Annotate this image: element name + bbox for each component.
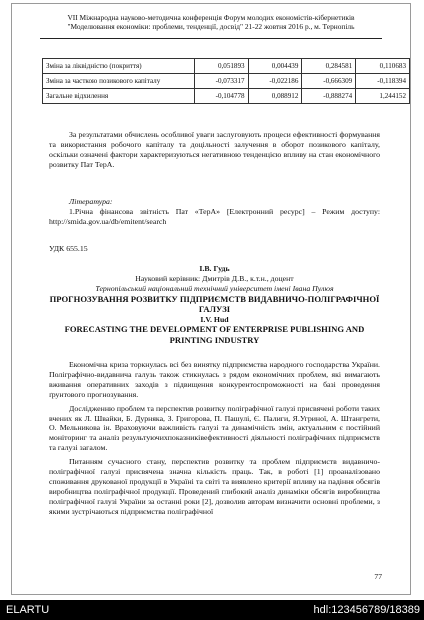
table-row (43, 74, 410, 89)
conference-header (12, 4, 410, 31)
repository-name: ELARTU (6, 604, 50, 616)
table-cell: 0,088912 (248, 89, 302, 104)
table-cell: Зміна за ліквідністю (покриття) (43, 59, 195, 74)
table-cell: -0,073317 (194, 74, 248, 89)
author-name-en: I.V. Hud (200, 314, 229, 324)
table-cell: 0,284581 (302, 59, 356, 74)
supervisor: Науковий керівник: Дмитрів Д.В., к.т.н., доцент (135, 273, 294, 283)
header-line-2: "Моделювання економіки: проблеми, тенденції, досвід" 21-22 жовтня 2016 р., м. Тернопіль (67, 22, 355, 31)
university: Тернопільський національний технічний університет імені Івана Пулюя (95, 283, 334, 293)
article-title-en: FORECASTING THE DEVELOPMENT OF ENTERPRISE PUBLISHING AND PRINTING INDUSTRY (64, 324, 365, 345)
table-cell: Зміна за часткою позикового капіталу (43, 74, 195, 89)
table-cell: -0,888274 (302, 89, 356, 104)
udk-code: УДК 655.15 (49, 244, 88, 253)
header-divider (40, 38, 382, 39)
article-body (49, 360, 380, 517)
article-udk (49, 244, 380, 254)
table-cell: -0,022186 (248, 74, 302, 89)
references-title: Література: (69, 197, 113, 206)
author-name: І.В. Гудь (199, 264, 230, 273)
handle-id: hdl:123456789/18389 (313, 604, 420, 616)
table-cell: 0,051893 (194, 59, 248, 74)
references-section (49, 197, 380, 227)
article-title-ua: ПРОГНОЗУВАННЯ РОЗВИТКУ ПІДПРИЄМСТВ ВИДАВНИЧО-ПОЛІГРАФІЧНОЇ ГАЛУЗІ (49, 293, 380, 315)
body-paragraph: Економічна криза торкнулась всі без винятку підприємства народного господарства України. Поліграфічно-видавнича галузь також стикнулась з рядом економічних проблем, які вимагають вживання оперативних заходів з підвищення конкурентоспроможності на базі проведення ґрунтового прогнозування. (49, 360, 380, 399)
body-paragraph: Питанням сучасного стану, перспектив розвитку та проблем підприємств видавничо-поліграфічної галузі присвячена значна кількість праць. Так, в роботі [1] проаналізовано споживання друкованої продукції в Україні та світі та виявлено критерії впливу на падіння обсягів виробництва поліграфічної продукції. Проведений глибокий аналіз динаміки обсягів виробництва поліграфічної галузі України за останні роки [2], дозволив авторам визначити основні проблеми, з якими зустрічаються підприємства поліграфічної (49, 457, 380, 516)
page-number: 77 (374, 572, 382, 581)
document-page (11, 3, 411, 595)
table-cell: 0,110683 (356, 59, 410, 74)
repository-footer (0, 600, 424, 620)
reference-item: 1.Річна фінансова звітність Пат «ТерА» [Електронний ресурс] – Режим доступу: http://smida.gov.ua/db/emitent/search (49, 206, 380, 226)
table-row (43, 89, 410, 104)
article-header (49, 264, 380, 345)
results-table (42, 58, 410, 104)
table-row (43, 59, 410, 74)
header-line-1: VII Міжнародна науково-методична конференція Форум молодих економістів-кібернетиків (67, 13, 355, 22)
conclusion-paragraph: За результатами обчислень особливої уваги заслуговують процеси ефективності формування та використання робочого капіталу та доцільності залучення в оборот позикового капіталу, оскільки означені фактори характеризуються негативною тенденцією впливу на стан економічного розвитку Пат ТерА. (49, 130, 380, 169)
body-paragraph: Дослідженню проблем та перспектив розвитку поліграфічної галузі присвячені роботи таких вчених як Л. Швайки, Б. Дурняка, З. Григорова, П. Пашулі, Є. Палиги, Я.Угриної, А. Штангрети, О. Мельникова ін. Враховуючи важливість галузі та динамічність змін, актуальним є постійний моніторинг та аналіз результуючихпоказниківефективності діяльності поліграфічних підприємств та галузі загалом. (49, 403, 380, 453)
table-cell: 1,244152 (356, 89, 410, 104)
conclusion-section (49, 130, 380, 170)
table-cell: -0,104778 (194, 89, 248, 104)
table-cell: 0,004439 (248, 59, 302, 74)
table-cell: Загальне відхилення (43, 89, 195, 104)
table-cell: -0,118394 (356, 74, 410, 89)
table-cell: -0,666309 (302, 74, 356, 89)
